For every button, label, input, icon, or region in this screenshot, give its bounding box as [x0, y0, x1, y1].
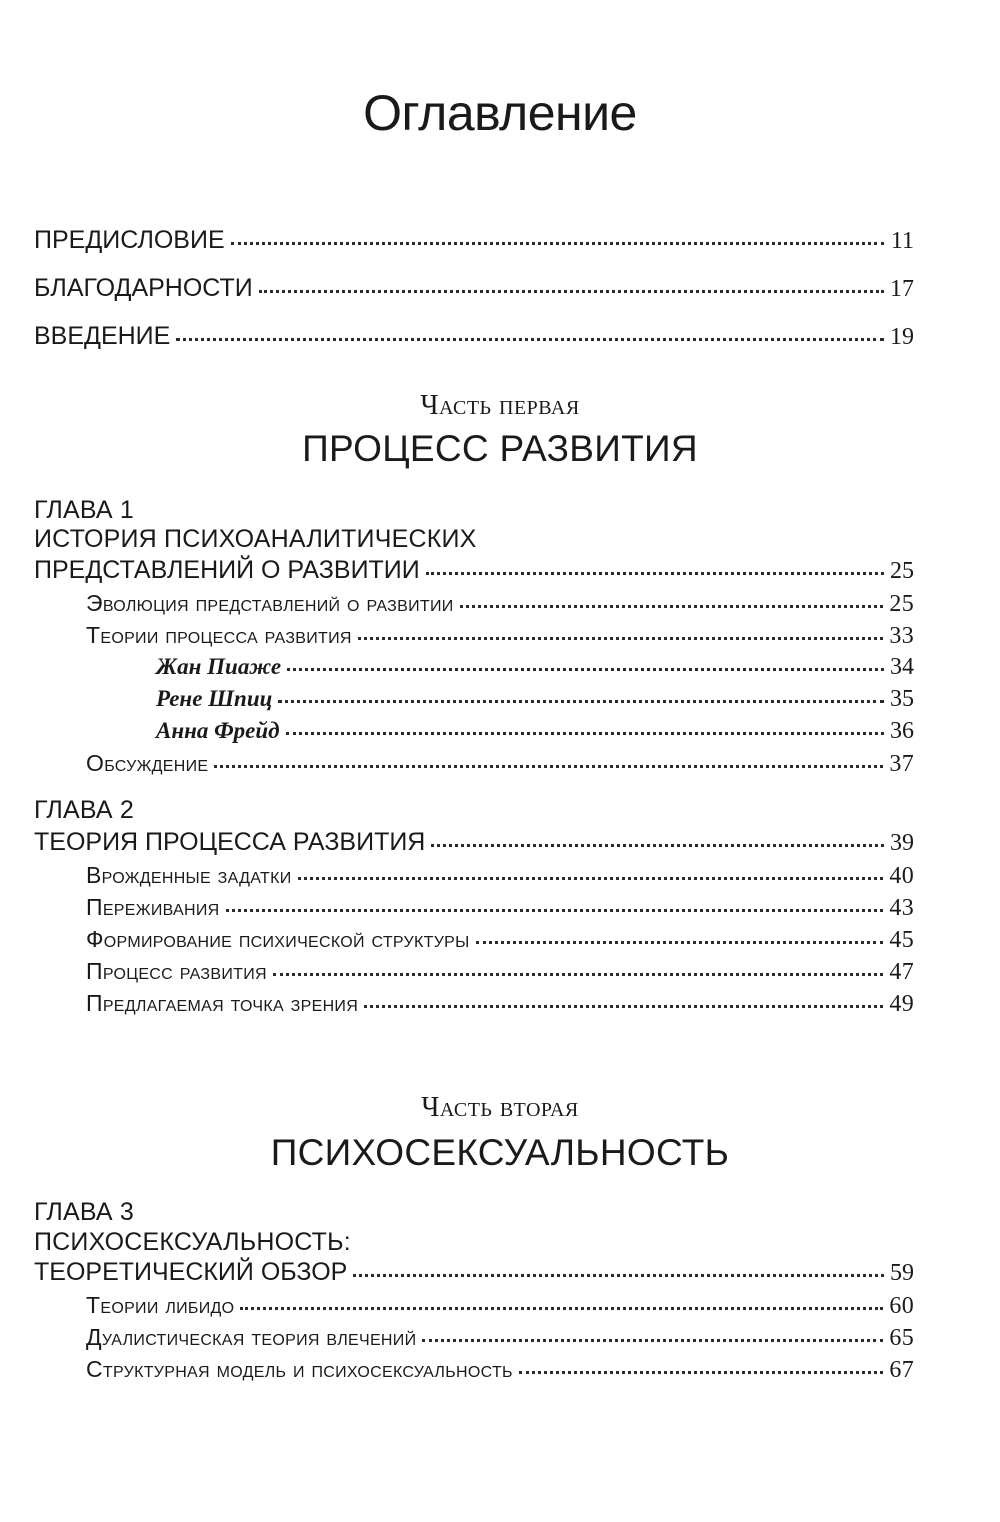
toc-entry-title: Обсуждение	[86, 750, 209, 776]
toc-entry-page: 49	[889, 991, 914, 1017]
toc-entry-page: 39	[890, 830, 914, 856]
dot-leader	[353, 1274, 884, 1277]
toc-entry-page: 17	[890, 276, 914, 302]
part-label: Часть первая	[420, 390, 580, 421]
dot-leader	[287, 668, 884, 671]
dot-leader	[273, 973, 884, 976]
toc-entry-section[interactable]	[86, 958, 914, 986]
toc-entry-title: Анна Фрейд	[156, 718, 280, 743]
toc-entry-title: Эволюция представлений о развитии	[86, 590, 454, 616]
toc-entry-title: Дуалистическая теория влечений	[86, 1324, 417, 1350]
toc-entry-section[interactable]	[86, 750, 914, 778]
toc-entry-title: Жан Пиаже	[156, 654, 282, 679]
toc-entry-title: ВВЕДЕНИЕ	[34, 322, 171, 350]
toc-entry-subsection[interactable]	[156, 654, 914, 681]
toc-entry-chapter-2[interactable]	[34, 828, 914, 857]
part-title: ПСИХОСЕКСУАЛЬНОСТЬ	[270, 1132, 730, 1173]
toc-entry-title: Процесс развития	[86, 958, 267, 984]
toc-entry-title: БЛАГОДАРНОСТИ	[34, 274, 253, 302]
dot-leader	[358, 637, 884, 640]
chapter-label: ГЛАВА 2	[34, 796, 134, 824]
toc-entry-title: Переживания	[86, 894, 220, 920]
dot-leader	[240, 1307, 883, 1310]
toc-entry-page: 19	[890, 324, 914, 350]
toc-entry-section[interactable]	[86, 1292, 914, 1320]
toc-entry-section[interactable]	[86, 862, 914, 890]
toc-entry-preface[interactable]	[34, 226, 914, 255]
part-title: ПРОЦЕСС РАЗВИТИЯ	[302, 428, 698, 469]
toc-entry-title: Врожденные задатки	[86, 862, 292, 888]
toc-entry-page: 37	[889, 751, 914, 777]
toc-entry-chapter-3[interactable]	[34, 1258, 914, 1287]
toc-entry-chapter-1[interactable]	[34, 556, 914, 585]
dot-leader	[460, 605, 884, 608]
chapter-label: ГЛАВА 3	[34, 1198, 134, 1226]
toc-entry-page: 25	[889, 591, 914, 617]
toc-entry-page: 43	[889, 895, 914, 921]
toc-entry-title: ПРЕДСТАВЛЕНИЙ О РАЗВИТИИ	[34, 556, 420, 584]
toc-entry-subsection[interactable]	[156, 686, 914, 713]
toc-entry-section[interactable]	[86, 1356, 914, 1384]
dot-leader	[278, 700, 884, 703]
toc-entry-acknowledgements[interactable]	[34, 274, 914, 303]
toc-entry-page: 35	[890, 686, 914, 712]
toc-entry-title: ТЕОРИЯ ПРОЦЕССА РАЗВИТИЯ	[34, 828, 426, 856]
toc-entry-title: Теории процесса развития	[86, 622, 352, 648]
dot-leader	[298, 877, 884, 880]
toc-entry-page: 67	[889, 1357, 914, 1383]
chapter-title-line: ПСИХОСЕКСУАЛЬНОСТЬ:	[34, 1228, 351, 1256]
toc-entry-page: 33	[889, 623, 914, 649]
chapter-title-line: ИСТОРИЯ ПСИХОАНАЛИТИЧЕСКИХ	[34, 525, 477, 553]
chapter-label: ГЛАВА 1	[34, 496, 134, 524]
toc-entry-page: 34	[890, 654, 914, 680]
toc-entry-page: 65	[889, 1325, 914, 1351]
toc-entry-page: 11	[890, 228, 914, 254]
dot-leader	[426, 572, 884, 575]
dot-leader	[214, 765, 883, 768]
dot-leader	[176, 338, 884, 341]
dot-leader	[519, 1371, 884, 1374]
toc-entry-title: Рене Шпиц	[156, 686, 273, 711]
toc-entry-title: Формирование психической структуры	[86, 926, 470, 952]
toc-entry-title: ТЕОРЕТИЧЕСКИЙ ОБЗОР	[34, 1258, 348, 1286]
dot-leader	[286, 732, 884, 735]
toc-entry-subsection[interactable]	[156, 718, 914, 745]
toc-entry-title: ПРЕДИСЛОВИЕ	[34, 226, 225, 254]
toc-entry-page: 40	[889, 863, 914, 889]
page-title: Оглавление	[363, 85, 637, 141]
toc-entry-title: Теории либидо	[86, 1292, 235, 1318]
toc-entry-title: Предлагаемая точка зрения	[86, 990, 359, 1016]
toc-entry-introduction[interactable]	[34, 322, 914, 351]
dot-leader	[226, 909, 884, 912]
toc-entry-section[interactable]	[86, 590, 914, 618]
toc-entry-page: 45	[889, 927, 914, 953]
dot-leader	[431, 844, 884, 847]
dot-leader	[231, 242, 884, 245]
part-label: Часть вторая	[421, 1092, 579, 1123]
toc-entry-page: 60	[889, 1293, 914, 1319]
toc-entry-section[interactable]	[86, 622, 914, 650]
dot-leader	[476, 941, 884, 944]
toc-entry-section[interactable]	[86, 1324, 914, 1352]
toc-entry-page: 47	[889, 959, 914, 985]
toc-entry-title: Структурная модель и психосексуальность	[86, 1356, 513, 1382]
dot-leader	[422, 1339, 883, 1342]
dot-leader	[364, 1005, 883, 1008]
toc-entry-page: 59	[890, 1260, 914, 1286]
toc-entry-page: 36	[890, 718, 914, 744]
toc-entry-section[interactable]	[86, 894, 914, 922]
toc-entry-section[interactable]	[86, 926, 914, 954]
toc-entry-page: 25	[890, 558, 914, 584]
dot-leader	[259, 290, 884, 293]
toc-entry-section[interactable]	[86, 990, 914, 1018]
